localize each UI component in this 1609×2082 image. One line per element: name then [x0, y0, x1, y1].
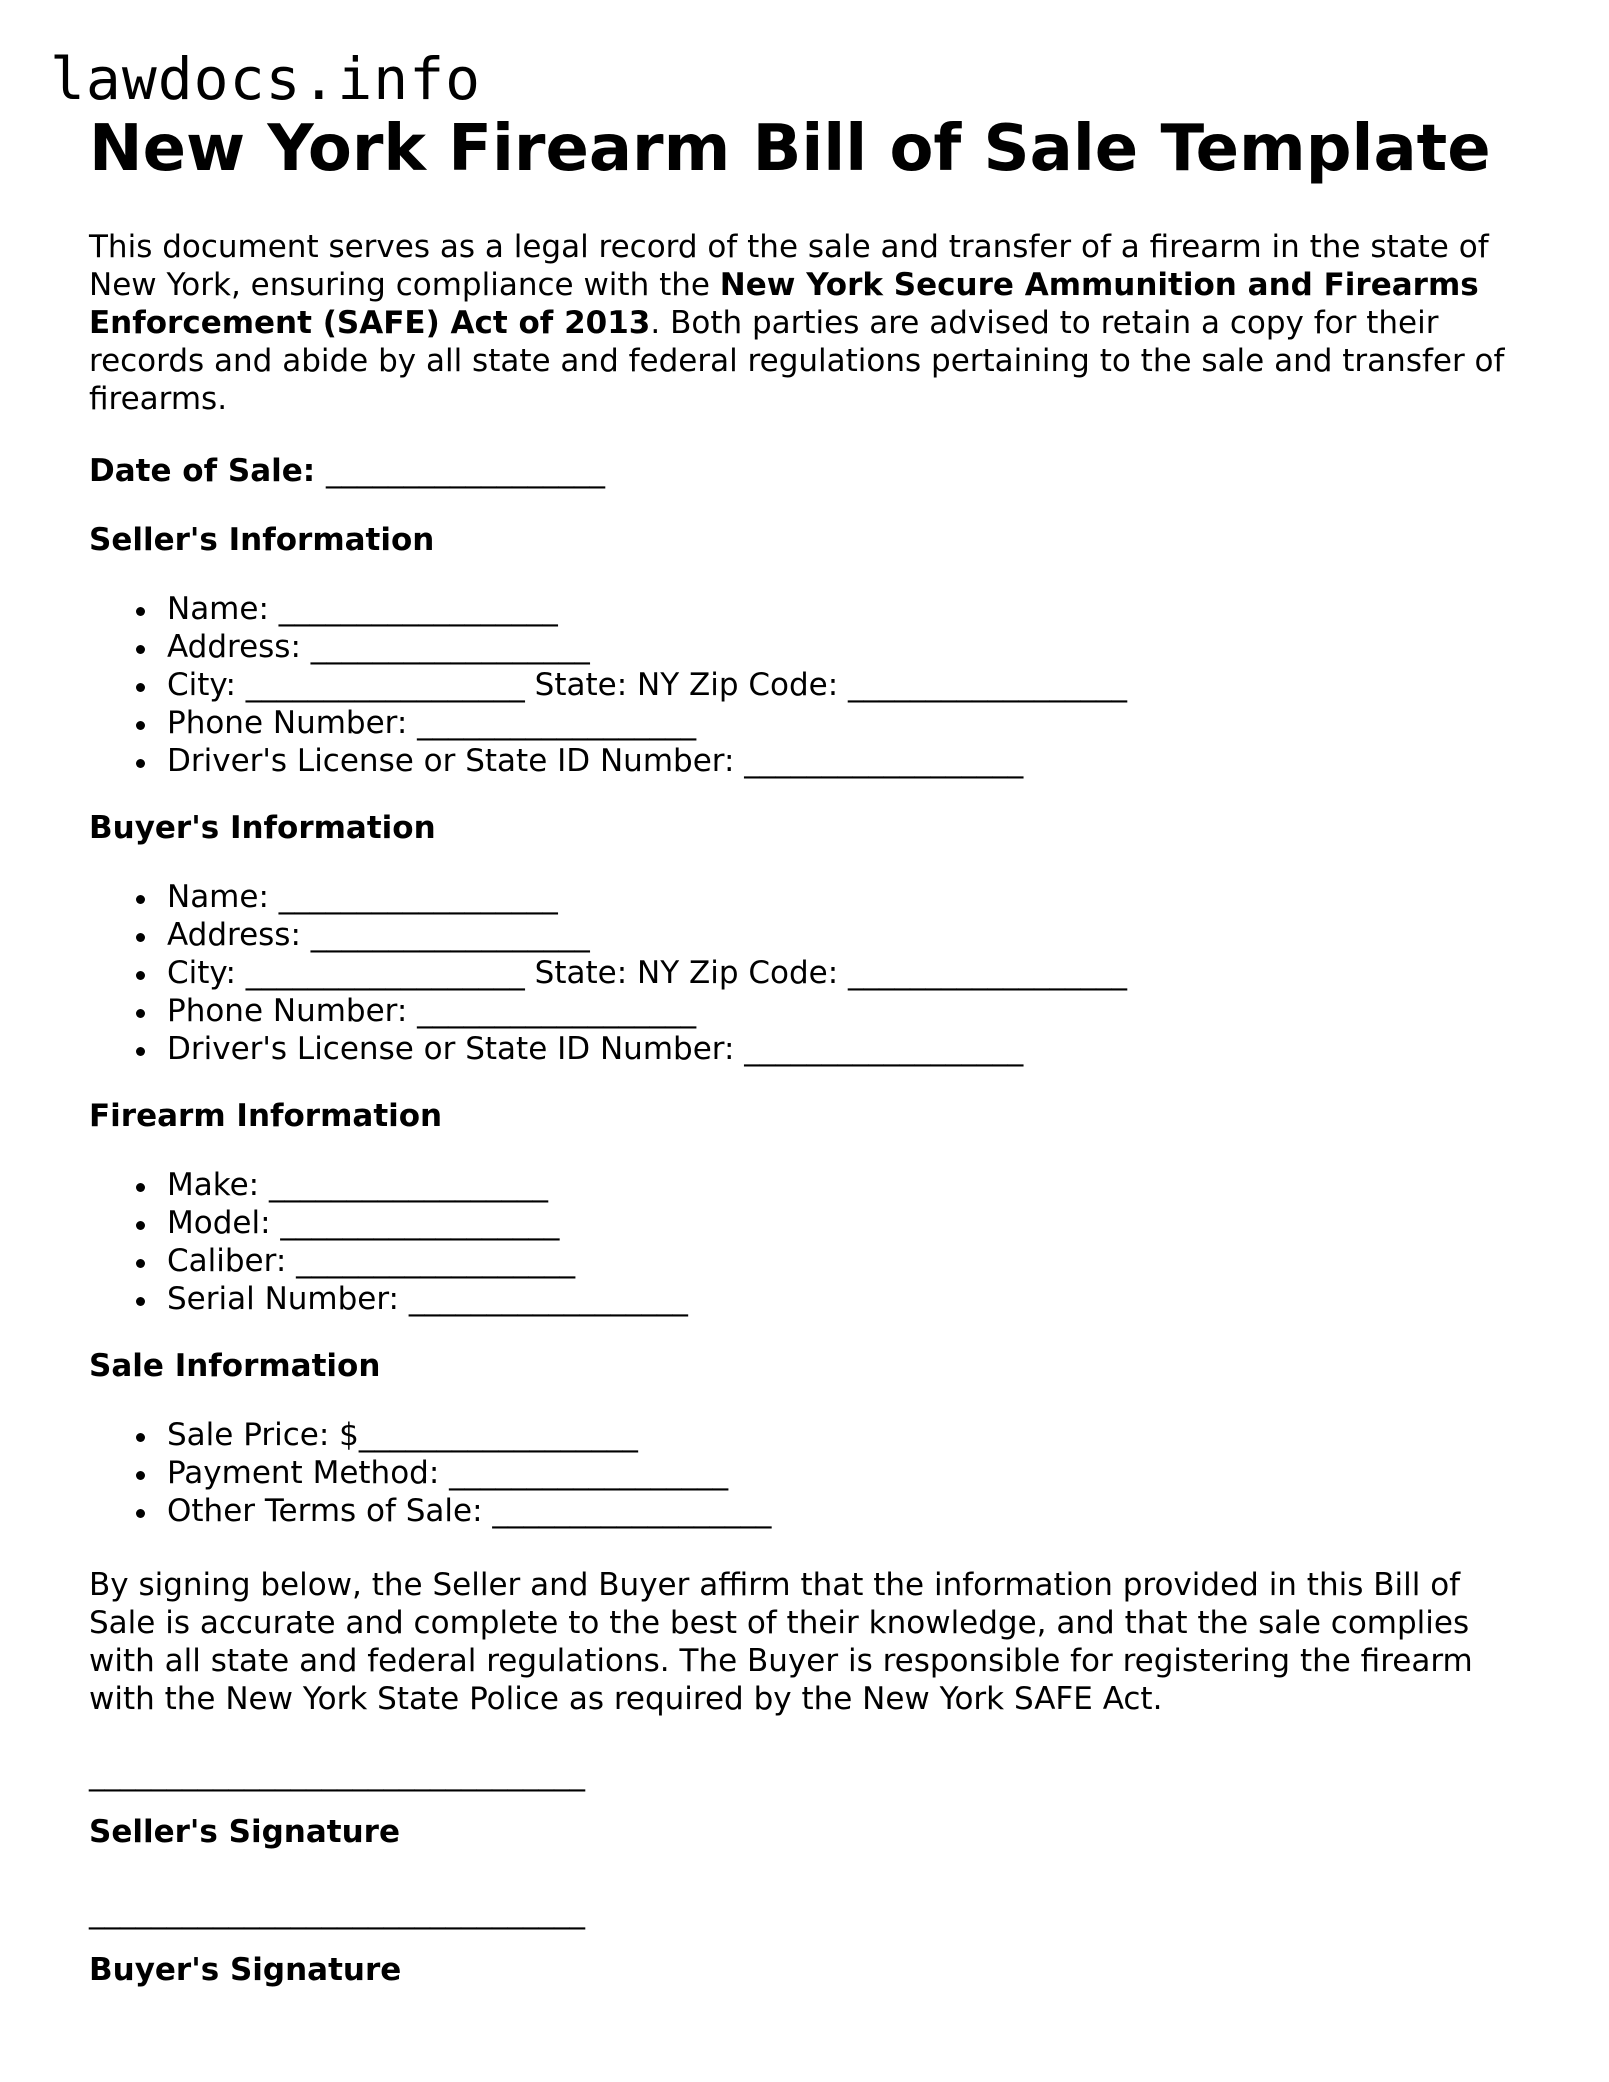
firearm-make-field[interactable]: Make: __________________: [89, 1166, 688, 1204]
buyer-name-field[interactable]: Name: __________________: [89, 878, 1127, 916]
date-of-sale-blank[interactable]: __________________: [325, 453, 605, 489]
seller-license-field[interactable]: Driver's License or State ID Number: __________________: [89, 742, 1127, 780]
payment-method-field[interactable]: Payment Method: __________________: [89, 1454, 771, 1492]
firearm-caliber-field[interactable]: Caliber: __________________: [89, 1242, 688, 1280]
other-terms-field[interactable]: Other Terms of Sale: __________________: [89, 1492, 771, 1530]
seller-heading: Seller's Information: [89, 522, 435, 558]
closing-paragraph: By signing below, the Seller and Buyer affirm that the information provided in this Bill of Sale is accurate and complete to the best of their knowledge, and that the sale complies with all state and federal regulations. The Buyer is responsible for registering the firearm with the New York State Police as required by the New York SAFE Act.: [89, 1567, 1473, 1717]
intro-text-end: . Both parties are advised to retain a copy for their records and abide by all state and federal regulations pertaining to the sale and transfer of firearms.: [89, 305, 1505, 417]
date-of-sale: [89, 452, 605, 490]
seller-fields: [89, 590, 1127, 780]
seller-phone-field[interactable]: Phone Number: __________________: [89, 704, 1127, 742]
site-logo: lawdocs.info: [50, 45, 482, 113]
date-of-sale-label: Date of Sale:: [89, 453, 326, 489]
buyer-signature-label: Buyer's Signature: [89, 1952, 402, 1988]
intro-act-name: New York Secure Ammunition and Firearms Enforcement (SAFE) Act of 2013: [89, 267, 1479, 341]
buyer-city-state-zip-field[interactable]: City: __________________ State: NY Zip Code: __________________: [89, 954, 1127, 992]
document-title: New York Firearm Bill of Sale Template: [89, 112, 1491, 186]
seller-signature-line[interactable]: ________________________________: [89, 1756, 585, 1792]
buyer-address-field[interactable]: Address: __________________: [89, 916, 1127, 954]
buyer-phone-field[interactable]: Phone Number: __________________: [89, 992, 1127, 1030]
buyer-fields: [89, 878, 1127, 1068]
sale-fields: [89, 1416, 771, 1530]
buyer-license-field[interactable]: Driver's License or State ID Number: __________________: [89, 1030, 1127, 1068]
firearm-fields: [89, 1166, 688, 1318]
seller-signature-label: Seller's Signature: [89, 1814, 400, 1850]
firearm-heading: Firearm Information: [89, 1098, 443, 1134]
buyer-signature-line[interactable]: ________________________________: [89, 1894, 585, 1930]
firearm-model-field[interactable]: Model: __________________: [89, 1204, 688, 1242]
seller-name-field[interactable]: Name: __________________: [89, 590, 1127, 628]
intro-text-start: This document serves as a legal record of the sale and transfer of a firearm in the state of New York, ensuring compliance with the: [89, 229, 1489, 303]
buyer-heading: Buyer's Information: [89, 810, 436, 846]
sale-heading: Sale Information: [89, 1348, 381, 1384]
sale-price-field[interactable]: Sale Price: $__________________: [89, 1416, 771, 1454]
seller-address-field[interactable]: Address: __________________: [89, 628, 1127, 666]
firearm-serial-field[interactable]: Serial Number: __________________: [89, 1280, 688, 1318]
intro-paragraph: [89, 228, 1529, 418]
seller-city-state-zip-field[interactable]: City: __________________ State: NY Zip Code: __________________: [89, 666, 1127, 704]
